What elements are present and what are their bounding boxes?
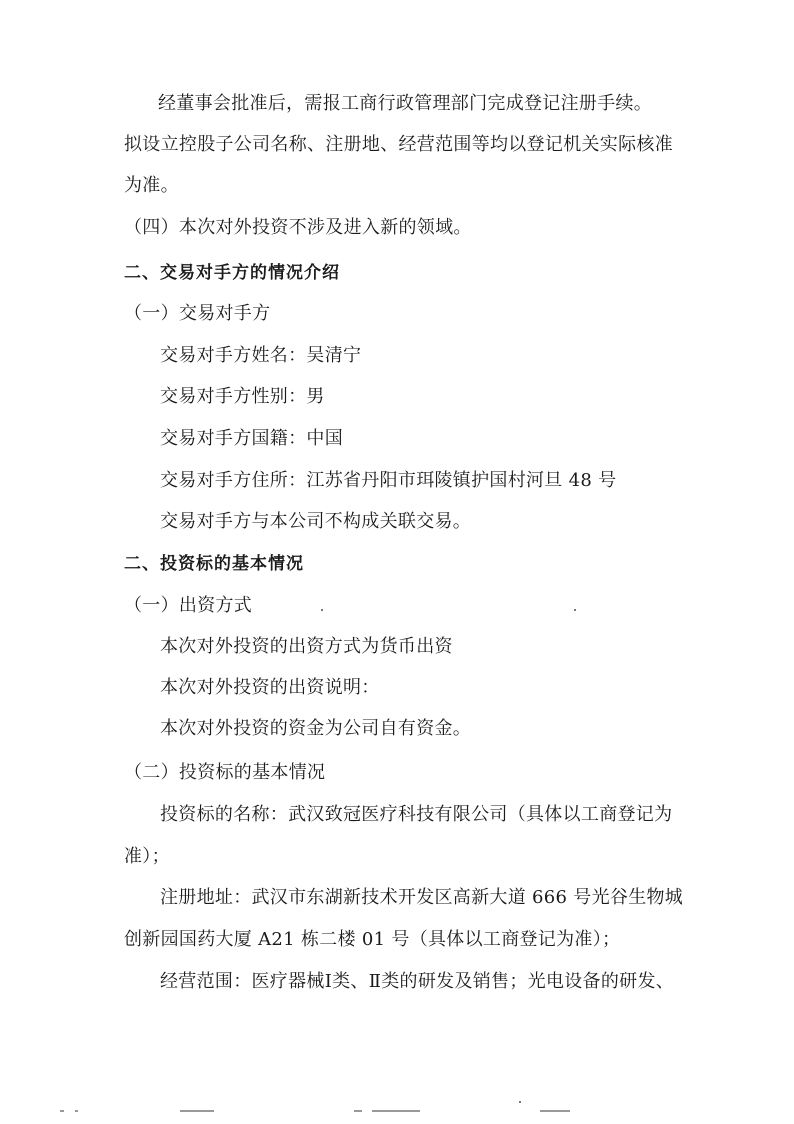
info-line: 投资标的名称：武汉致冠医疗科技有限公司（具体以工商登记为 [160,804,673,825]
info-line: 注册地址：武汉市东湖新技术开发区高新大道 666 号光谷生物城 [160,887,684,908]
sub-heading: （一）交易对手方 [124,303,271,324]
scan-mark [372,1110,420,1112]
info-line: 本次对外投资的出资方式为货币出资 [160,636,453,657]
info-line: 本次对外投资的出资说明： [160,677,380,698]
paragraph-line: 经董事会批准后，需报工商行政管理部门完成登记注册手续。 [158,93,653,114]
paragraph-line: 拟设立控股子公司名称、注册地、经营范围等均以登记机关实际核准 [124,134,673,155]
scan-mark [75,1110,78,1112]
list-item: （四）本次对外投资不涉及进入新的领域。 [124,217,472,238]
info-line: 交易对手方国籍：中国 [160,428,343,449]
section-heading: 二、交易对手方的情况介绍 [124,263,340,283]
info-line: 本次对外投资的资金为公司自有资金。 [160,718,472,739]
sub-heading: （二）投资标的基本情况 [124,762,326,783]
scan-mark [540,1110,570,1112]
paragraph-line: 为准。 [124,175,179,196]
info-line: 交易对手方性别：男 [160,386,325,407]
scan-mark [60,1110,64,1112]
scan-mark [354,1110,362,1112]
scan-speck [321,609,323,611]
scan-speck [574,609,576,611]
info-line: 交易对手方与本公司不构成关联交易。 [160,511,472,532]
section-heading: 二、投资标的基本情况 [124,554,304,574]
info-line: 交易对手方住所：江苏省丹阳市珥陵镇护国村河旦 48 号 [160,470,617,491]
info-line: 准）； [124,846,170,867]
sub-heading: （一）出资方式 [124,595,253,616]
scan-mark [180,1110,214,1112]
info-line: 经营范围：医疗器械Ⅰ类、Ⅱ类的研发及销售；光电设备的研发、 [160,971,675,992]
info-line: 创新园国药大厦 A21 栋二楼 01 号（具体以工商登记为准）； [124,929,621,950]
info-line: 交易对手方姓名：吴清宁 [160,345,362,366]
scan-speck [519,1101,521,1103]
